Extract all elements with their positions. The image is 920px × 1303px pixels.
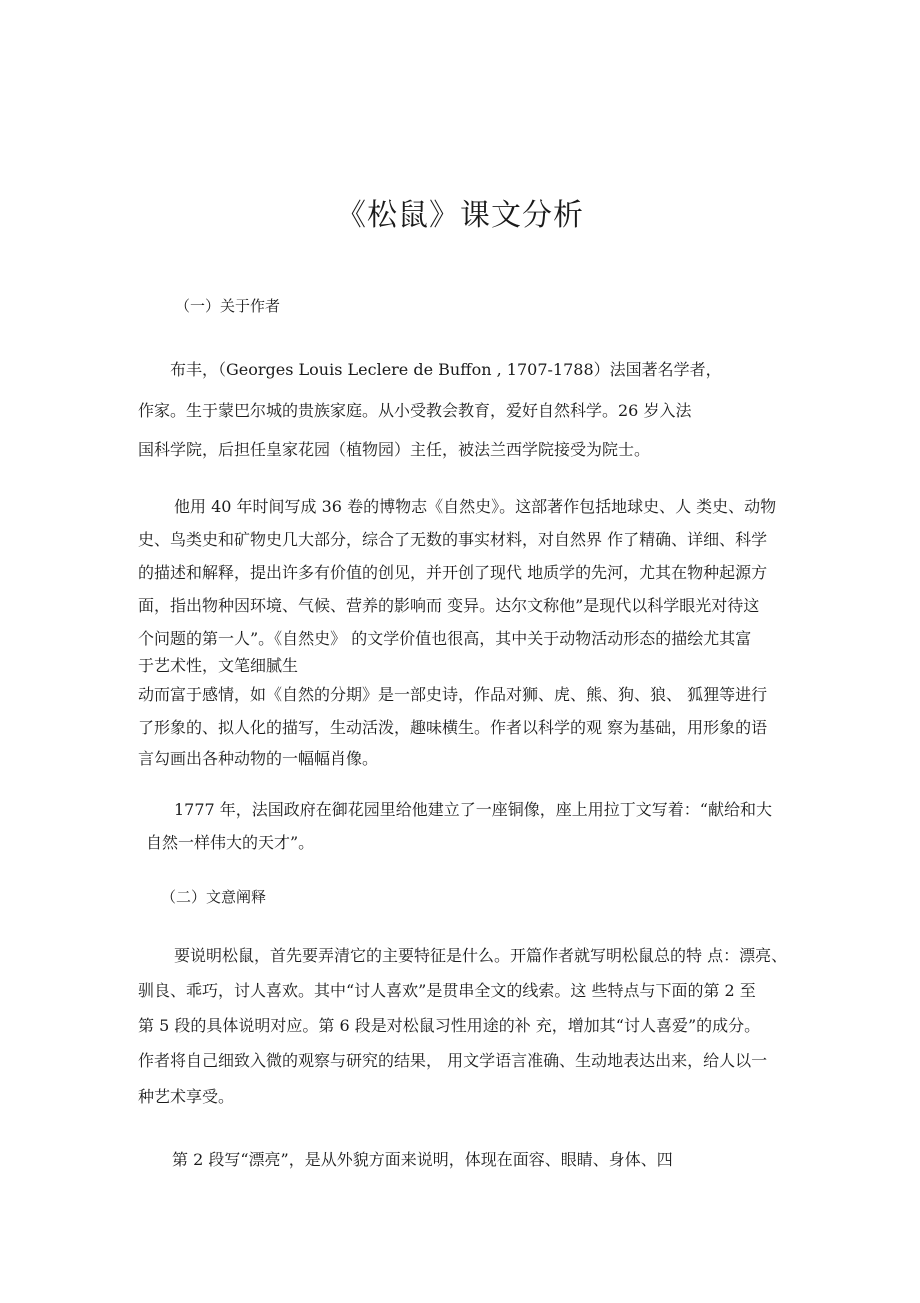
works-paragraph-line: 言勾画出各种动物的一幅幅肖像。 (138, 749, 379, 768)
works-paragraph-line: 他用 40 年时间写成 36 卷的博物志《自然史》。这部著作包括地球史、人 类史、动物 (174, 497, 777, 516)
meaning-paragraph-line: 驯良、乖巧，讨人喜欢。其中“讨人喜欢”是贯串全文的线索。这 些特点与下面的第 2 至 (138, 981, 756, 1000)
works-paragraph-line: 了形象的、拟人化的描写，生动活泼，趣味横生。作者以科学的观 察为基础，用形象的语 (138, 718, 768, 737)
works-paragraph-line: 于艺术性，文笔细腻生 (138, 656, 299, 675)
works-paragraph-line: 的描述和解释，提出许多有价值的创见，并开创了现代 地质学的先河，尤其在物种起源方 (138, 563, 768, 582)
section-heading-author: （一）关于作者 (175, 297, 281, 315)
author-paragraph-line: 布丰，（Georges Louis Leclere de Buffon , 1707-1788）法国著名学者， (170, 360, 722, 379)
meaning-paragraph-line: 种艺术享受。 (138, 1087, 235, 1106)
statue-paragraph-line: 1777 年，法国政府在御花园里给他建立了一座铜像，座上用拉丁文写着：“献给和大 (174, 800, 772, 819)
works-paragraph-line: 史、鸟类史和矿物史几大部分，综合了无数的事实材料，对自然界 作了精确、详细、科学 (138, 530, 768, 549)
meaning-paragraph-line: 第 5 段的具体说明对应。第 6 段是对松鼠习性用途的补 充，增加其“讨人喜爱”的成分。 (138, 1016, 761, 1035)
meaning-paragraph-line: 作者将自己细致入微的观察与研究的结果， 用文学语言准确、生动地表达出来，给人以一 (138, 1051, 768, 1070)
statue-paragraph-line: 自然一样伟大的天才”。 (146, 833, 315, 852)
author-paragraph-line: 国科学院，后担任皇家花园（植物园）主任，被法兰西学院接受为院士。 (138, 440, 651, 459)
document-title: 《松鼠》课文分析 (336, 198, 584, 233)
beauty-paragraph-line: 第 2 段写“漂亮”，是从外貌方面来说明，体现在面容、眼睛、身体、四 (172, 1150, 673, 1169)
meaning-paragraph-line: 要说明松鼠，首先要弄清它的主要特征是什么。开篇作者就写明松鼠总的特 点：漂亮、 (174, 946, 788, 965)
works-paragraph-line: 动而富于感情，如《自然的分期》是一部史诗，作品对狮、虎、熊、狗、狼、 狐狸等进行 (138, 685, 768, 704)
section-heading-meaning: （二）文意阐释 (161, 888, 267, 906)
works-paragraph-line: 面，指出物种因环境、气候、营养的影响而 变异。达尔文称他”是现代以科学眼光对待这 (138, 596, 760, 615)
author-paragraph-line: 作家。生于蒙巴尔城的贵族家庭。从小受教会教育，爱好自然科学。26 岁入法 (138, 401, 692, 420)
works-paragraph-line: 个问题的第一人”。《自然史》 的文学价值也很高，其中关于动物活动形态的描绘尤其富 (138, 629, 752, 648)
